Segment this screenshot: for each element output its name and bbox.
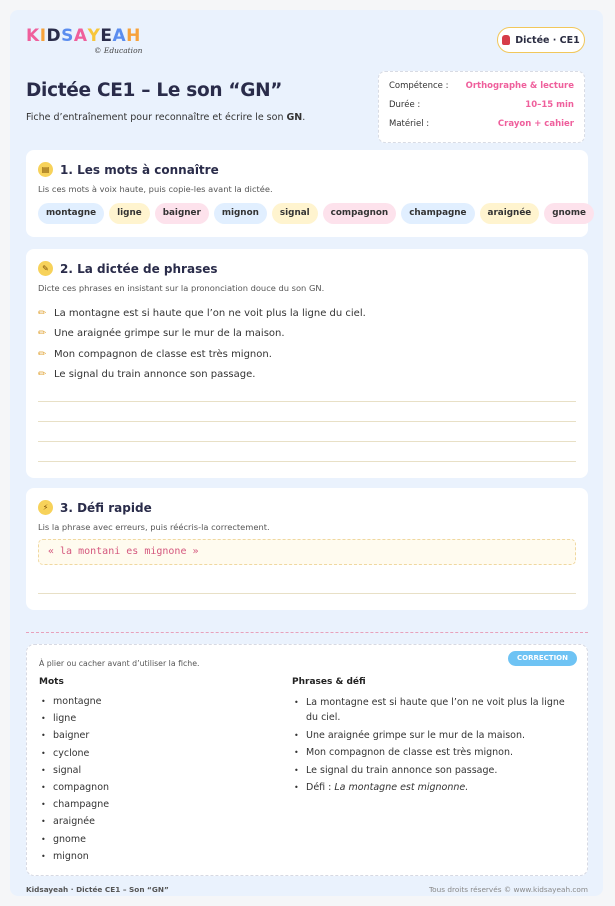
challenge-label: Défi : [306, 782, 335, 793]
pencil-icon: ✏ [38, 328, 47, 340]
word-chip: ligne [109, 203, 150, 224]
correction-challenge [294, 780, 574, 795]
meta-key: Matériel : [389, 119, 430, 129]
meta-row [389, 117, 574, 136]
section-title-text: 1. Les mots à connaître [60, 162, 219, 177]
correction-sentence: • Le signal du train annonce son passage. [294, 763, 574, 778]
logo-letter: I [39, 26, 47, 46]
logo-subtitle: © Education [94, 46, 143, 55]
correction-sentence: • Une araignée grimpe sur le mur de la maison. [294, 728, 574, 743]
logo-letter: K [26, 26, 40, 46]
worksheet-page [10, 10, 603, 896]
word-chip: baigner [155, 203, 209, 224]
logo-letter: D [46, 26, 62, 46]
correction-badge: CORRECTION [508, 651, 577, 666]
meta-box [378, 71, 585, 143]
pencil-icon: ✏ [38, 348, 47, 360]
sentence-item [38, 324, 366, 345]
logo-letter: A [73, 26, 88, 46]
page-subtitle [26, 112, 305, 123]
cut-line [26, 632, 588, 633]
sentence-text: Une araignée grimpe sur le mur de la maison. [54, 328, 285, 340]
meta-row [389, 79, 574, 98]
sentence-text: Mon compagnon de classe est très mignon. [54, 348, 272, 360]
correction-word: • signal [41, 764, 109, 781]
word-chip: signal [272, 203, 318, 224]
correction-words-title: Mots [39, 677, 64, 687]
correction-sentence: • La montagne est si haute que l’on ne voit plus la ligne du ciel. [294, 695, 574, 725]
notepad-icon: ✎ [38, 261, 53, 276]
section-sentences [26, 249, 588, 478]
level-badge-label: Dictée · CE1 [515, 34, 580, 46]
correction-sentence: • Mon compagnon de classe est très mignon. [294, 745, 574, 760]
writing-line [38, 593, 576, 594]
correction-word: • mignon [41, 850, 109, 867]
writing-line [38, 461, 576, 462]
section-challenge-title [38, 500, 152, 515]
page-title: Dictée CE1 – Le son “GN” [26, 80, 283, 101]
section-title-text: 2. La dictée de phrases [60, 261, 218, 276]
meta-row [389, 98, 574, 117]
correction-word: • baigner [41, 729, 109, 746]
section-sentences-title [38, 261, 218, 276]
meta-key: Compétence : [389, 81, 449, 91]
level-badge [497, 27, 585, 53]
sentence-text: La montagne est si haute que l’on ne voit plus la ligne du ciel. [54, 307, 366, 319]
word-chips [38, 203, 594, 224]
section-challenge-desc: Lis la phrase avec erreurs, puis réécris-la correctement. [38, 522, 270, 532]
subtitle-end: . [302, 112, 306, 123]
correction-word: • champagne [41, 798, 109, 815]
logo-letter: S [61, 26, 74, 46]
word-chip: compagnon [323, 203, 397, 224]
sentence-text: Le signal du train annonce son passage. [54, 369, 256, 381]
wrong-sentence-box: « la montani es mignone » [38, 539, 576, 565]
schoolbag-icon [502, 35, 510, 45]
kidsayeah-logo [26, 27, 142, 55]
sentence-item [38, 344, 366, 365]
section-words-desc: Lis ces mots à voix haute, puis copie-les avant la dictée. [38, 184, 273, 194]
subtitle-text: Fiche d’entraînement pour reconnaître et écrire le son [26, 112, 287, 123]
pencil-icon: ✏ [38, 369, 47, 381]
section-words-title [38, 162, 219, 177]
footer-right: Tous droits réservés © www.kidsayeah.com [428, 885, 588, 894]
correction-sentences-list [294, 695, 574, 798]
logo-letter: H [126, 26, 141, 46]
books-icon: ▤ [38, 162, 53, 177]
meta-value: 10–15 min [525, 100, 574, 110]
correction-word: • araignée [41, 815, 109, 832]
correction-sentences-title: Phrases & défi [292, 677, 366, 687]
correction-note: À plier ou cacher avant d’utiliser la fiche. [39, 659, 200, 668]
section-title-text: 3. Défi rapide [60, 500, 152, 515]
meta-value: Orthographe & lecture [465, 81, 574, 91]
sentence-list [38, 303, 366, 385]
logo-letter: A [112, 26, 127, 46]
section-challenge [26, 488, 588, 610]
pencil-icon: ✏ [38, 307, 47, 319]
correction-word: • cyclone [41, 747, 109, 764]
writing-line [38, 401, 576, 402]
word-chip: champagne [401, 203, 474, 224]
correction-words-list [41, 695, 109, 867]
correction-box [26, 644, 588, 876]
word-chip: montagne [38, 203, 104, 224]
correction-word: • ligne [41, 712, 109, 729]
word-chip: mignon [214, 203, 267, 224]
correction-word: • compagnon [41, 781, 109, 798]
subtitle-bold: GN [286, 112, 303, 123]
word-chip: gnome [544, 203, 594, 224]
challenge-answer: La montagne est mignonne. [334, 782, 469, 793]
section-words [26, 150, 588, 237]
lightning-icon: ⚡ [38, 500, 53, 515]
logo-letter: E [100, 26, 113, 46]
footer-left: Kidsayeah · Dictée CE1 – Son “GN” [26, 885, 169, 894]
logo-wordmark [26, 27, 142, 45]
meta-value: Crayon + cahier [497, 119, 574, 129]
correction-word: • gnome [41, 833, 109, 850]
section-sentences-desc: Dicte ces phrases en insistant sur la prononciation douce du son GN. [38, 283, 325, 293]
writing-line [38, 441, 576, 442]
correction-word: • montagne [41, 695, 109, 712]
word-chip: araignée [480, 203, 540, 224]
meta-key: Durée : [389, 100, 421, 110]
logo-letter: Y [87, 26, 101, 46]
sentence-item [38, 303, 366, 324]
sentence-item [38, 365, 366, 386]
writing-line [38, 421, 576, 422]
